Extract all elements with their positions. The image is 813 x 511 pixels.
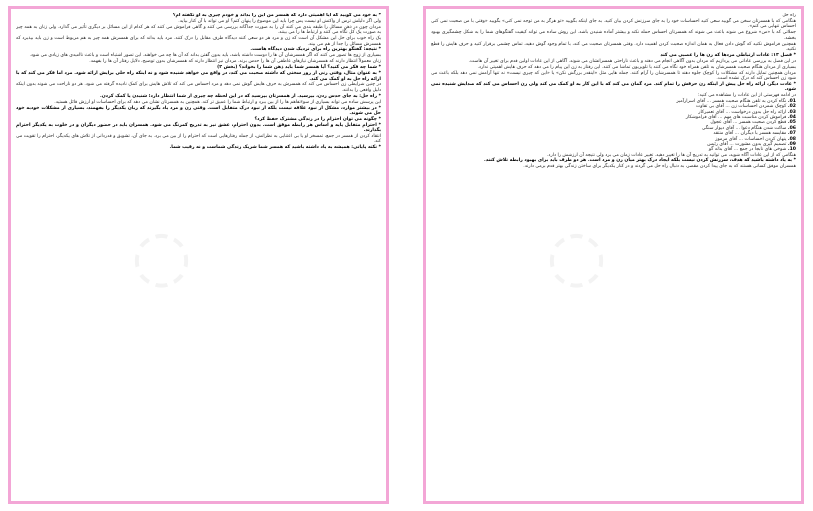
list-item-text: ساکت شدن هنگام دعوا ... آقای دیوار سنگی (701, 125, 787, 131)
list-item-text: کوچک شمردن احساسات زن ... آقای بی تفاوت (695, 104, 787, 110)
page-watermark: ◌ (546, 214, 608, 296)
paragraph: در چنین شرایطی زن احساس می کند که همسرش به حرف هایش گوش نمی دهد و مرد احساس می کند که تلاش هایش برای کمک نادیده گرفته می شود. هر دو ناراحت می شوند بدون اینکه دلیل واقعی را بدانند. (16, 82, 381, 93)
paragraph: مردان همچنین تمایل دارند که مشکلات را کوچک جلوه دهند تا همسرشان را آرام کنند. جمله هایی مثل «اینقدر بزرگش نکن» یا «این که چیزی نیست» نه تنها آرامش نمی دهد بلکه باعث می شود زن احساس کند که درک نشده است. (431, 70, 796, 81)
list-item-number: 04. (787, 115, 796, 121)
right-page-text (431, 13, 796, 497)
paragraph: * چگونه می توان احترام را در زندگی مشترک حفظ کرد؟ (254, 116, 381, 122)
list-item-number: 09. (787, 141, 796, 147)
list-item-number: 06. (787, 125, 796, 131)
list-item-text: قطع کردن صحبت همسر ... آقای عجول (710, 120, 787, 126)
left-page (8, 6, 389, 504)
paragraph: بسیاری از مردان هنگام صحبت همسرشان به تلفن همراه خود نگاه می کنند یا تلویزیون تماشا می کنند. این رفتار به زن این پیام را می دهد که حرف هایش اهمیتی ندارد. (477, 64, 796, 70)
paragraph: این پرسش ساده می تواند بسیاری از سوءتفاهم ها را از بین ببرد و ارتباط شما را عمیق تر کند. همچنین به همسرتان نشان می دهد که برای احساسات او ارزش قائل هستید. (54, 99, 381, 105)
list-item-number: 07. (787, 131, 796, 137)
list-item-text: نگاه کردن به تلفن هنگام صحبت همسر ... آقای اسرارآمیز (676, 99, 787, 105)
list-item-text: فراموش کردن مناسبت های مهم ... آقای فراموشکار (685, 115, 787, 121)
list-item-text: ارائه راه حل بدون درخواست ... آقای تعمیرکار (698, 109, 787, 115)
paragraph: هنگامی که با همسرتان سخن می گویید سعی کنید احساسات خود را به جای سرزنش کردن بیان کنید. به جای اینکه بگویید «تو هرگز به من توجه نمی کنی» بگویید «وقتی با من صحبت نمی کنی احساس تنهایی می کنم». (431, 18, 796, 30)
list-item-number: 03. (787, 109, 796, 115)
list-item-number: 08. (787, 136, 796, 142)
paragraph: * به عنوان مثال، وقتی زنی از روز سختی که داشته صحبت می کند، در واقع می خواهد شنیده شود و نه اینکه راه حلی برایش ارائه شود. مرد اما فکر می کند که با ارائه راه حل به او کمک می کند. (16, 71, 381, 82)
paragraph: * نکته پایانی: همیشه به یاد داشته باشید که همسر شما شریک زندگی شماست و نه رقیب شما. (169, 145, 381, 151)
paragraph: در این فصل به بررسی عاداتی می پردازیم که مردان بدون آگاهی انجام می دهند و باعث ناراحتی همسرانشان می شوند. آگاهی از این عادات اولین قدم برای تغییر آن هاست. (468, 58, 796, 64)
right-closing-section (431, 153, 796, 170)
paragraph: * نتیجه: گفتگو بهترین راه برای نزدیک شدن دیدگاه هاست. (250, 47, 381, 53)
right-intro-section (431, 13, 796, 99)
paragraph: یک راه خوب برای حل این مشکل آن است که زن و مرد هر دو سعی کنند دیدگاه طرف مقابل را درک کنند. مرد باید بداند که برای همسرش همه چیز به هم مربوط است و زن باید بپذیرد که همسرش مسائل را جدا از هم می بیند. (16, 36, 381, 47)
paragraph: * احترام متقابل پایه و اساس هر رابطه موفق است. بدون احترام، عشق نیز به تدریج کمرنگ می شود. همسران باید در حضور دیگران و در خلوت به یکدیگر احترام بگذارند. (16, 122, 381, 134)
list-item-text: شوخی های نابجا در جمع ... آقای بذله گو (708, 147, 787, 153)
paragraph: راه حل (782, 13, 796, 18)
paragraph: * به خود می گویید که آیا اهمیتی دارد که همسر من این را بداند و خودم چیزی به او نگفته ام؟ (172, 13, 381, 18)
paragraph: * راه حل: به جای حدس زدن، بپرسید. از همسرتان بپرسید که در این لحظه چه چیزی از شما انتظار دارد؛ شنیدن یا کمک کردن. (99, 93, 381, 99)
habit-list (431, 99, 796, 152)
paragraph: همسران موفق کسانی هستند که به جای پیدا کردن مقصر، به دنبال راه حل می گردند و در کنار یکدیگر برای ساختن زندگی بهتر قدم برمی دارند. (523, 164, 796, 170)
left-page-text (16, 13, 381, 497)
paragraph: * فصل ۱۳: عادات ارتباطی مردها که زن ها را عصبی می کند (660, 52, 796, 58)
paragraph: مردان چون در ذهن مسائل را طبقه بندی می کنند آن را به صورت جداگانه بررسی می کنند و گاهی فراموش می کنند که هر کدام از این مسائل بر دیگری تأثیر می گذارد. ولی زنان به همه چیز به صورت یک کل نگاه می کنند و ارتباط ها را می بینند. (16, 24, 381, 36)
paragraph: * عادت دیگر، ارائه راه حل پیش از اینکه زن حرفش را تمام کند. مرد گمان می کند که با این کار به او کمک می کند ولی زن احساس می کند که صدایش شنیده نمی شود. (431, 81, 796, 93)
right-page (423, 6, 804, 504)
paragraph: * در بیشتر موارد، مشکل از نبود علاقه نیست بلکه از نبود درک متقابل است. وقتی زن و مرد یاد بگیرند که زبان یکدیگر را بفهمند، بسیاری از مشکلات خودبه خود حل می شوند. (16, 105, 381, 116)
page-watermark: ◌ (131, 214, 193, 296)
paragraph: * به یاد داشته باشید که هدف، سرزنش کردن نیست بلکه ایجاد درک بهتر میان زن و مرد است. هر دو طرف باید برای بهبود رابطه تلاش کنند. (484, 158, 796, 164)
list-item-text: تصمیم گیری بدون مشورت ... آقای رئیس (707, 141, 787, 147)
list-item-number: 10. (787, 147, 796, 153)
paragraph: ولی اگر دلیلش ترس از واکنش او نیست پس چرا باید این موضوع را پنهان کنم؟ او می تواند با آن کنار بیاید. (178, 18, 381, 24)
paragraph: جملاتی که با «من» شروع می شوند باعث می شوند که همسرتان احساس حمله نکند و بیشتر آماده شنیدن باشد. این روش ساده می تواند کیفیت گفتگوهای شما را به شکل چشمگیری بهبود بخشد. (431, 30, 796, 41)
paragraph: انتقاد کردن از همسر در جمع، تمسخر او یا بی اعتنایی به نظراتش، از جمله رفتارهایی است که احترام را از بین می برد. به جای آن، تشویق و قدردانی از تلاش های یکدیگر، احترام را تقویت می کند. (16, 134, 381, 145)
list-item-text: مقایسه همسر با دیگران ... آقای منتقد (713, 131, 787, 137)
paragraph: زنان معمولاً انتظار دارند که همسرشان نیازهای عاطفی آن ها را حدس بزند. مردان نیز انتظار دارند که همسرشان بدون توضیح، دلایل رفتار آن ها را بفهمد. (89, 59, 381, 65)
list-item-number: 02. (787, 104, 796, 110)
paragraph: در ادامه فهرستی از این عادات را مشاهده می کنید: (697, 93, 796, 99)
list-item-number: 01. (787, 99, 796, 105)
list-item-number: 05. (787, 120, 796, 126)
paragraph: هنگامی که از این عادات آگاه شوید، می توانید به تدریج آن ها را تغییر دهید. تغییر عادات زمان می برد ولی نتیجه آن ارزشش را دارد. (546, 152, 796, 158)
paragraph: بسیاری از زوج ها تصور می کنند که اگر همسرشان آن ها را دوست داشته باشد، باید بدون گفتن بداند که آن ها چه می خواهند. این تصور اشتباه است و باعث ناامیدی های زیادی می شود. (29, 53, 381, 59)
paragraph: * شما چه فکر می کنید؟ آیا همسر شما باید ذهن شما را بخواند؟ (بخش ۲) (217, 65, 381, 71)
paragraph: همچنین فراموش نکنید که گوش دادن فعال به همان اندازه صحبت کردن اهمیت دارد. وقتی همسرتان صحبت می کند، با تمام وجود گوش دهید، تماس چشمی برقرار کنید و حرف هایش را قطع نکنید. (431, 41, 796, 52)
list-item-text: پنهان کردن احساسات ... آقای مرموز (715, 136, 787, 142)
